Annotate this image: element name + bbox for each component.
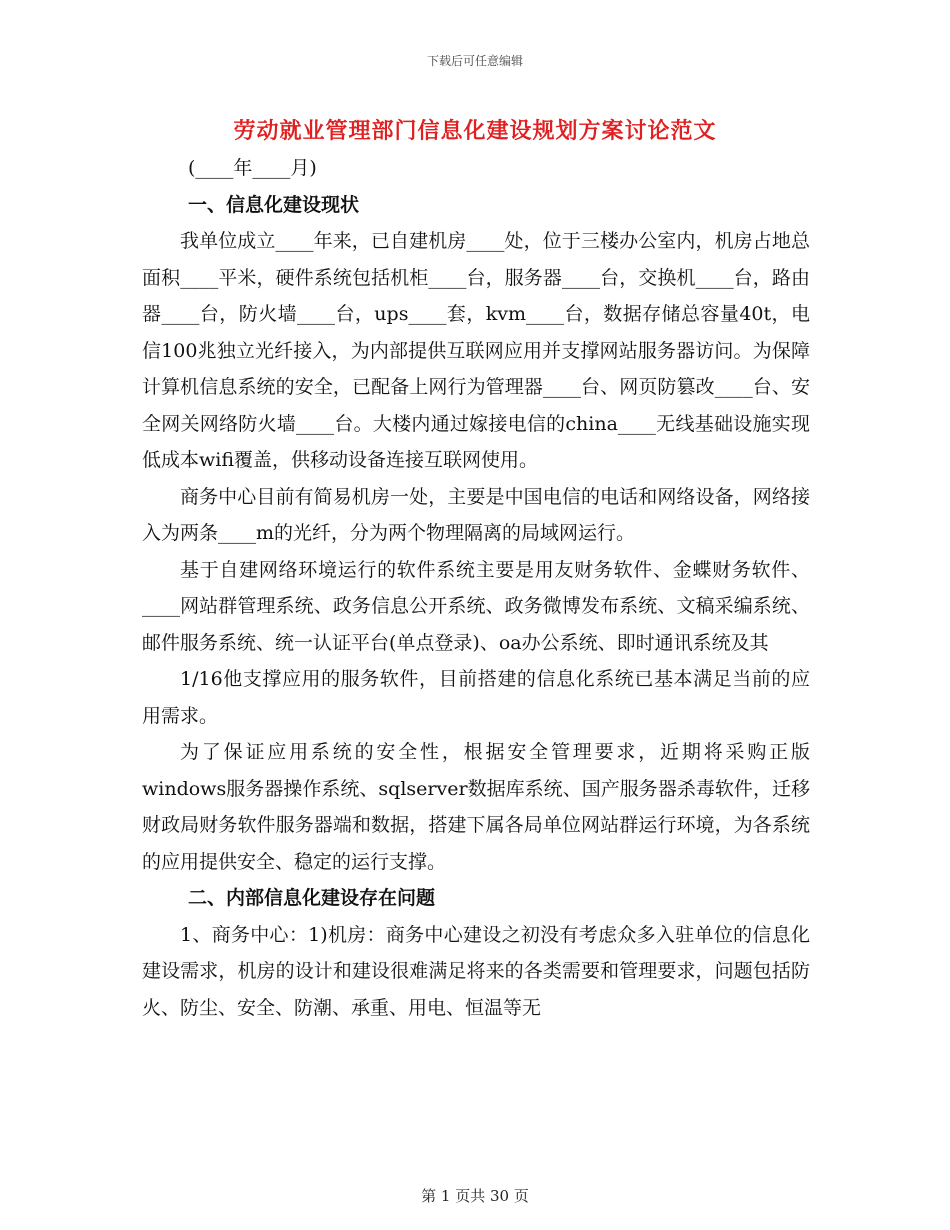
document-body xyxy=(142,150,810,1026)
section-heading-1: 一、信息化建设现状 xyxy=(188,193,360,216)
paragraph: 基于自建网络环境运行的软件系统主要是用友财务软件、金蝶财务软件、____网站群管理系统、政务信息公开系统、政务微博发布系统、文稿采编系统、邮件服务系统、统一认证平台(单点登录)、oa办公系统、即时通讯系统及其 xyxy=(142,558,810,654)
paragraph: 1/16他支撑应用的服务软件，目前搭建的信息化系统已基本满足当前的应用需求。 xyxy=(142,668,810,727)
date-line: (____年____月) xyxy=(188,157,317,179)
header-note: 下载后可任意编辑 xyxy=(426,54,523,68)
paragraph: 我单位成立____年来，已自建机房____处，位于三楼办公室内，机房占地总面积____平米，硬件系统包括机柜____台，服务器____台，交换机____台，路由器____台，防火墙____台，ups____套，kvm____台，数据存储总容量40t，电信100兆独立光纤接入，为内部提供互联网应用并支撑网站服务器访问。为保障计算机信息系统的安全，已配备上网行为管理器____台、网页防篡改____台、安全网关网络防火墙____台。大楼内通过嫁接电信的china____无线基础设施实现低成本wifi覆盖，供移动设备连接互联网使用。 xyxy=(142,230,810,471)
page-footer: 第 1 页共 30 页 xyxy=(421,1187,529,1205)
paragraph: 为了保证应用系统的安全性，根据安全管理要求，近期将采购正版windows服务器操作系统、sqlserver数据库系统、国产服务器杀毒软件，迁移财政局财务软件服务器端和数据，搭建下属各局单位网站群运行环境，为各系统的应用提供安全、稳定的运行支撑。 xyxy=(142,741,810,873)
paragraph: 1、商务中心：1)机房：商务中心建设之初没有考虑众多入驻单位的信息化建设需求，机房的设计和建设很难满足将来的各类需要和管理要求，问题包括防火、防尘、安全、防潮、承重、用电、恒温等无 xyxy=(142,923,810,1019)
paragraph: 商务中心目前有简易机房一处，主要是中国电信的电话和网络设备，网络接入为两条____m的光纤，分为两个物理隔离的局域网运行。 xyxy=(142,485,810,544)
section-heading-2: 二、内部信息化建设存在问题 xyxy=(188,887,436,909)
document-title: 劳动就业管理部门信息化建设规划方案讨论范文 xyxy=(233,118,717,144)
